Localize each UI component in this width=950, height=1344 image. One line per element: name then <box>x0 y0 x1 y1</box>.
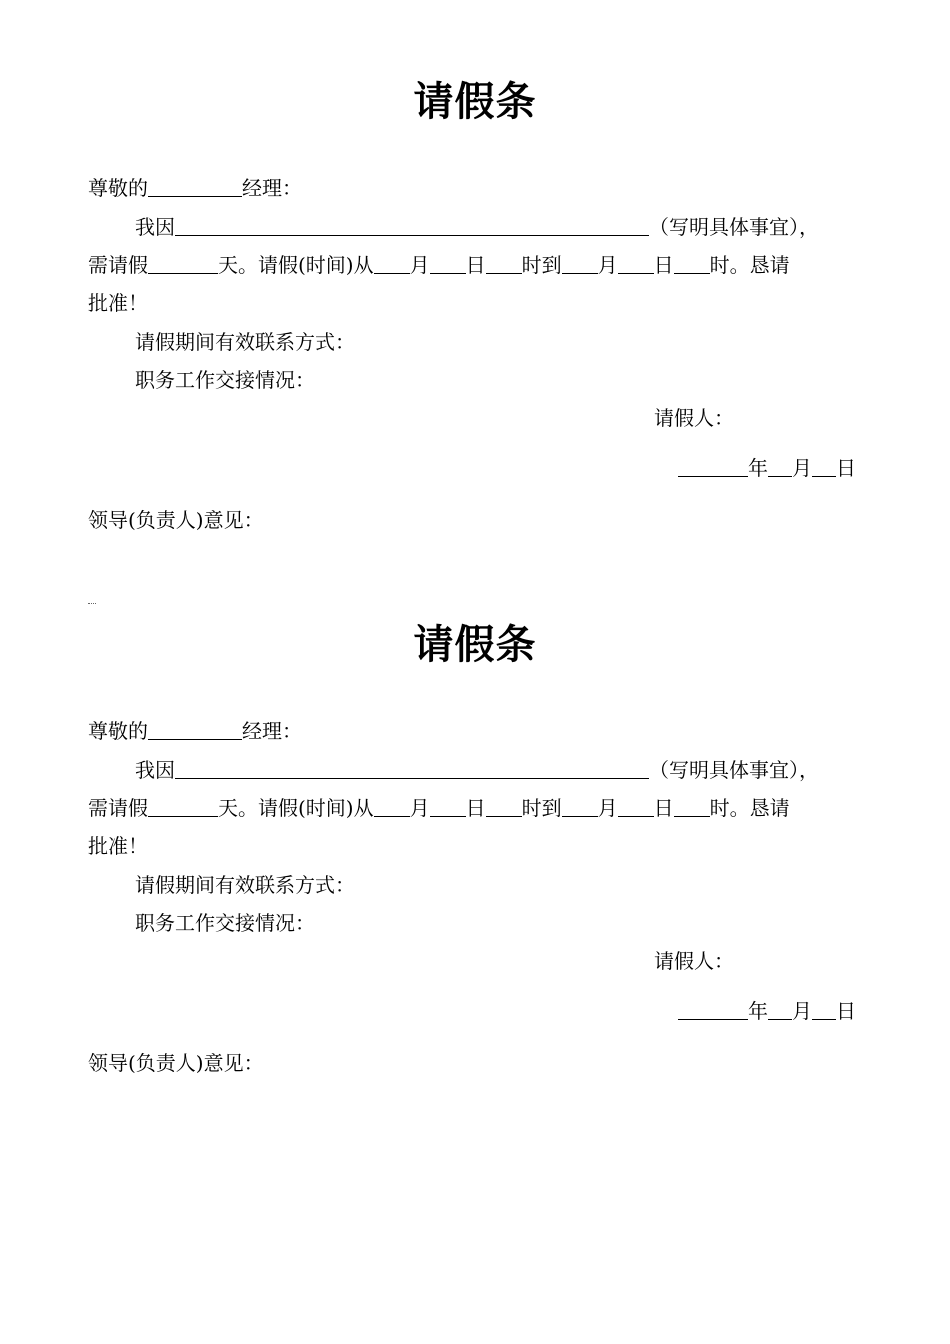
opinion-label: 领导(负责人)意见： <box>88 508 264 532</box>
salutation-suffix: 经理： <box>242 719 302 743</box>
duration-line <box>88 252 790 278</box>
end-month-label: 月 <box>597 253 618 277</box>
form-title: 请假条 <box>413 79 537 125</box>
start-hour-label: 时到 <box>521 253 562 277</box>
days-blank[interactable] <box>148 796 218 817</box>
salutation-line <box>88 718 302 744</box>
end-day-blank[interactable] <box>618 796 654 817</box>
reason-suffix: （写明具体事宜）， <box>649 758 819 782</box>
end-month-blank[interactable] <box>562 796 598 817</box>
salutation-line <box>88 175 302 201</box>
start-hour-blank[interactable] <box>486 796 522 817</box>
start-hour-blank[interactable] <box>486 253 522 274</box>
end-day-label: 日 <box>653 796 674 820</box>
reason-blank[interactable] <box>175 215 649 236</box>
manager-name-blank[interactable] <box>148 176 242 197</box>
opinion-label: 领导(负责人)意见： <box>88 1051 264 1075</box>
start-day-label: 日 <box>465 796 486 820</box>
end-day-blank[interactable] <box>618 253 654 274</box>
year-label: 年 <box>748 999 768 1023</box>
handover-line: 职务工作交接情况： <box>135 368 315 392</box>
month-label: 月 <box>792 456 812 480</box>
reason-line <box>135 214 819 240</box>
start-hour-label: 时到 <box>521 796 562 820</box>
duration-line <box>88 795 790 821</box>
end-hour-blank[interactable] <box>674 796 710 817</box>
reason-prefix: 我因 <box>135 215 175 239</box>
applicant-label: 请假人： <box>654 406 734 430</box>
start-month-label: 月 <box>409 253 430 277</box>
day-label: 日 <box>836 999 856 1023</box>
salutation-prefix: 尊敬的 <box>88 719 148 743</box>
start-day-blank[interactable] <box>430 253 466 274</box>
year-label: 年 <box>748 456 768 480</box>
end-month-label: 月 <box>597 796 618 820</box>
leave-form-2 <box>0 543 950 1083</box>
month-label: 月 <box>792 999 812 1023</box>
days-suffix: 天。请假(时间)从 <box>218 253 374 277</box>
end-day-label: 日 <box>653 253 674 277</box>
days-prefix: 需请假 <box>88 796 148 820</box>
approve-line: 批准！ <box>88 834 148 858</box>
form-title: 请假条 <box>413 622 537 668</box>
month-blank[interactable] <box>768 999 792 1020</box>
reason-suffix: （写明具体事宜）， <box>649 215 819 239</box>
leave-form-1 <box>0 0 950 540</box>
end-hour-blank[interactable] <box>674 253 710 274</box>
contact-line: 请假期间有效联系方式： <box>135 330 355 354</box>
applicant-label: 请假人： <box>654 949 734 973</box>
year-blank[interactable] <box>678 456 748 477</box>
date-line <box>678 455 856 481</box>
days-prefix: 需请假 <box>88 253 148 277</box>
salutation-suffix: 经理： <box>242 176 302 200</box>
handover-line: 职务工作交接情况： <box>135 911 315 935</box>
approve-line: 批准！ <box>88 291 148 315</box>
date-line <box>678 998 856 1024</box>
salutation-prefix: 尊敬的 <box>88 176 148 200</box>
days-blank[interactable] <box>148 253 218 274</box>
manager-name-blank[interactable] <box>148 719 242 740</box>
day-blank[interactable] <box>812 456 836 477</box>
year-blank[interactable] <box>678 999 748 1020</box>
end-month-blank[interactable] <box>562 253 598 274</box>
start-month-blank[interactable] <box>374 796 410 817</box>
month-blank[interactable] <box>768 456 792 477</box>
start-month-blank[interactable] <box>374 253 410 274</box>
end-hour-label: 时。恳请 <box>709 253 790 277</box>
reason-line <box>135 757 819 783</box>
reason-blank[interactable] <box>175 758 649 779</box>
day-label: 日 <box>836 456 856 480</box>
day-blank[interactable] <box>812 999 836 1020</box>
days-suffix: 天。请假(时间)从 <box>218 796 374 820</box>
start-day-blank[interactable] <box>430 796 466 817</box>
contact-line: 请假期间有效联系方式： <box>135 873 355 897</box>
start-month-label: 月 <box>409 796 430 820</box>
start-day-label: 日 <box>465 253 486 277</box>
end-hour-label: 时。恳请 <box>709 796 790 820</box>
reason-prefix: 我因 <box>135 758 175 782</box>
